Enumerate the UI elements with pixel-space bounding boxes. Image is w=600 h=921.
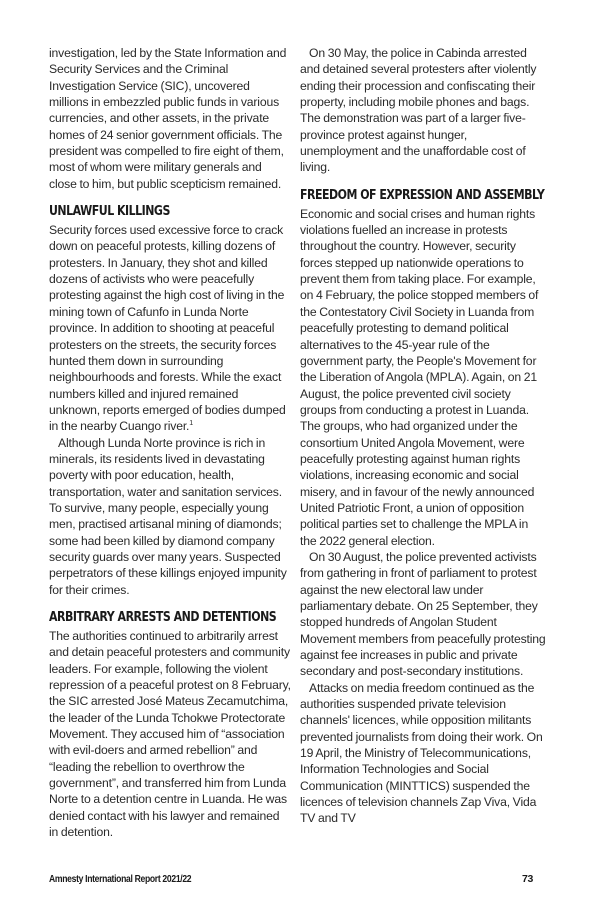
section-heading-arbitrary-arrests: ARBITRARY ARRESTS AND DETENTIONS bbox=[49, 610, 277, 625]
paragraph: Economic and social crises and human rights violations fuelled an increase in protests throughout the country. However, security forces stepped up nationwide operations to prevent them from taking place. For example, on 4 February, the police stopped members of the Contestatory Civil Society in Luanda from peacefully protesting to demand political alternatives to the 45-year rule of the government party, the People's Movement for the Liberation of Angola (MPLA). Again, on 21 August, the police prevented civil society groups from conducting a protest in Luanda. The groups, who had organized under the consortium United Angola Movement, were peacefully protesting against human rights violations, increasing economic and social misery, and in favour of the newly announced United Patriotic Front, a union of opposition political parties set to challenge the MPLA in the 2022 general election. bbox=[300, 206, 539, 548]
left-column bbox=[49, 45, 291, 840]
paragraph bbox=[49, 222, 291, 434]
paragraph-text: Security forces used excessive force to crack down on peaceful protests, killing dozens of protesters. In January, they shot and killed dozens of activists who were peacefully protesting against the high cost of living in the mining town of Cafunfo in Lunda Norte province. In addition to shooting at peaceful protesters on the streets, the security forces hunted them down in surrounding neighbourhoods and forests. While the exact numbers killed and injured remained unknown, reports emerged of bodies dumped in the nearby Cuango river. bbox=[49, 223, 286, 434]
paragraph: Although Lunda Norte province is rich in minerals, its residents lived in devastating poverty with poor education, health, transportation, water and sanitation services. To survive, many people, especially young men, practised artisanal mining of diamonds; some had been killed by diamond company security guards over many years. Suspected perpetrators of these killings enjoyed impunity for their crimes. bbox=[49, 435, 287, 597]
paragraph: On 30 August, the police prevented activists from gathering in front of parliament to protest against the new electoral law under parliamentary debate. On 25 September, they stopped hundreds of Angolan Student Movement members from peacefully protesting against fee increases in public and private secondary and post-secondary institutions. bbox=[300, 549, 546, 679]
paragraph: Attacks on media freedom continued as the authorities suspended private television channels' licences, while opposition militants prevented journalists from doing their work. On 19 April, the Ministry of Telecommunications, Information Technologies and Social Communication (MINTTICS) suspended the licences of television channels Zap Viva, Vida TV and TV bbox=[300, 680, 543, 826]
right-column bbox=[300, 45, 546, 827]
section-heading-unlawful-killings: UNLAWFUL KILLINGS bbox=[49, 204, 170, 220]
footnote-reference[interactable]: 1 bbox=[189, 420, 194, 428]
intro-paragraph-left: investigation, led by the State Information and Security Services and the Criminal Investigation Service (SIC), uncovered millions in embezzled public funds in various currencies, and other assets, in the private homes of 24 senior government officials. The president was compelled to fire eight of them, most of whom were military generals and close to him, but public scepticism remained. bbox=[49, 46, 287, 191]
paragraph: The authorities continued to arbitrarily arrest and detain peaceful protesters and community leaders. For example, following the violent repression of a peaceful protest on 8 February, the SIC arrested José Mateus Zecamutchima, the leader of the Lunda Tchokwe Protectorate Movement. They accused him of “association with evil-doers and armed rebellion” and “leading the rebellion to overthrow the government”, and transferred him from Lunda Norte to a detention centre in Luanda. He was denied contact with his lawyer and remained in detention. bbox=[49, 629, 291, 840]
section-heading-freedom-of-expression: FREEDOM OF EXPRESSION AND ASSEMBLY bbox=[300, 187, 545, 203]
page-number: 73 bbox=[522, 873, 533, 885]
intro-paragraph-right: On 30 May, the police in Cabinda arrested and detained several protesters after violently ending their procession and confiscating their property, including mobile phones and bags. The demonstration was part of a larger five-province protest against hunger, unemployment and the unaffordable cost of living. bbox=[300, 46, 537, 175]
footer-publication-title: Amnesty International Report 2021/22 bbox=[49, 873, 192, 885]
